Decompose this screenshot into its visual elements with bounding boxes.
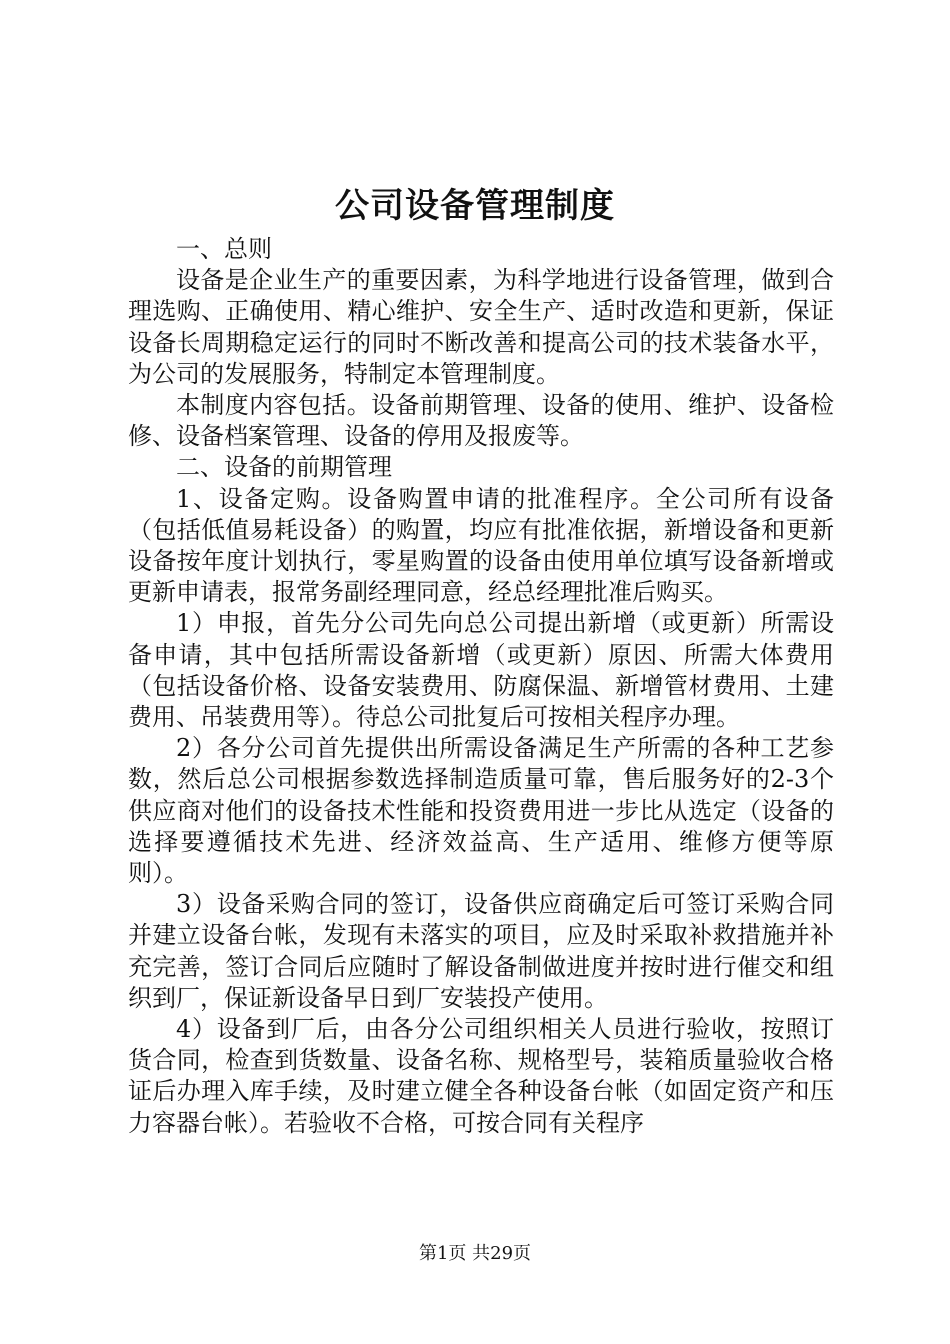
document-title: 公司设备管理制度 <box>335 186 615 226</box>
section-heading-preliminary-management: 二、设备的前期管理 <box>176 453 392 482</box>
paragraph: 2）各分公司首先提供出所需设备满足生产所需的各种工艺参数，然后总公司根据参数选择制造质量可靠，售后服务好的2-3个供应商对他们的设备技术性能和投资费用进一步比从选定（设备的选择要遵循技术先进、经济效益高、生产适用、维修方便等原则）。 <box>128 734 834 888</box>
paragraph: 1）申报，首先分公司先向总公司提出新增（或更新）所需设备申请，其中包括所需设备新增（或更新）原因、所需大体费用（包括设备价格、设备安装费用、防腐保温、新增管材费用、土建费用、吊装费用等）。待总公司批复后可按相关程序办理。 <box>128 609 834 732</box>
document-body <box>128 234 834 1139</box>
section-heading-general: 一、总则 <box>176 235 272 263</box>
paragraph: 1、设备定购。设备购置申请的批准程序。全公司所有设备（包括低值易耗设备）的购置，均应有批准依据，新增设备和更新设备按年度计划执行，零星购置的设备由使用单位填写设备新增或更新申请表，报常务副经理同意，经总经理批准后购买。 <box>128 484 834 607</box>
page-footer: 第1页 共29页 <box>418 1243 532 1264</box>
paragraph: 设备是企业生产的重要因素，为科学地进行设备管理，做到合理选购、正确使用、精心维护、安全生产、适时改造和更新，保证设备长周期稳定运行的同时不断改善和提高公司的技术装备水平，为公司的发展服务，特制定本管理制度。 <box>128 266 834 388</box>
paragraph: 4）设备到厂后，由各分公司组织相关人员进行验收，按照订货合同，检查到货数量、设备名称、规格型号，装箱质量验收合格证后办理入库手续，及时建立健全各种设备台帐（如固定资产和压力容器台帐）。若验收不合格，可按合同有关程序 <box>128 1015 834 1137</box>
paragraph: 3）设备采购合同的签订，设备供应商确定后可签订采购合同并建立设备台帐，发现有未落实的项目，应及时采取补救措施并补充完善，签订合同后应随时了解设备制做进度并按时进行催交和组织到厂，保证新设备早日到厂安装投产使用。 <box>128 890 834 1012</box>
paragraph: 本制度内容包括。设备前期管理、设备的使用、维护、设备检修、设备档案管理、设备的停用及报废等。 <box>128 391 834 451</box>
